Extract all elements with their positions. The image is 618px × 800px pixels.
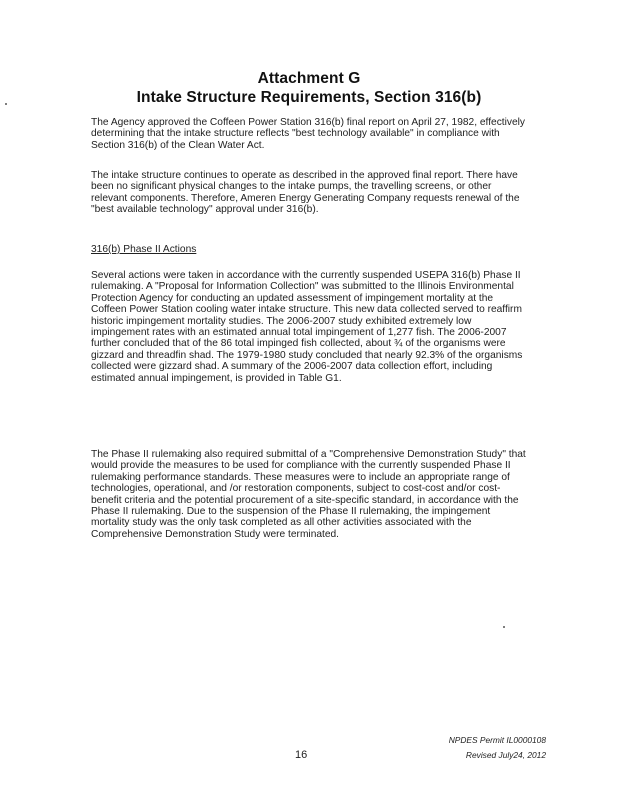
paragraph-approval: The Agency approved the Coffeen Power Station 316(b) final report on April 27, 1982, effectively determining that the intake structure reflects "best technology available" in compliance with Section 316(b) of the Clean Water Act. [91,117,525,151]
paragraph-demonstration-study: The Phase II rulemaking also required submittal of a "Comprehensive Demonstration Study" that would provide the measures to be used for compliance with the currently suspended Phase II rulemaking performance standards. These measures were to include an appropriate range of technologies, operational, and /or restoration components, subject to cost-cost and/or cost-benefit criteria and the potential procurement of a site-specific standard, in accordance with the Phase II rulemaking. Due to the suspension of the Phase II rulemaking, the impingement mortality study was the only task completed as all other activities associated with the Comprehensive Demonstration Study were terminated. [91,449,526,540]
section-title: Intake Structure Requirements, Section 316(b) [136,89,482,106]
permit-label: NPDES Permit IL0000108 [448,735,546,745]
scan-speck [503,626,505,628]
revised-label: Revised July24, 2012 [465,750,546,760]
paragraph-phase-ii-actions: Several actions were taken in accordance with the currently suspended USEPA 316(b) Phase II rulemaking. A "Proposal for Information Collection" was submitted to the Illinois Environmental Protection Agency for conducting an updated assessment of impingement mortality at the Coffeen Power Station cooling water intake structure. This new data collected served to reaffirm historic impingement mortality studies. The 2006-2007 study exhibited extremely low impingement rates with an estimated annual total impingement of 1,277 fish. The 2006-2007 further concluded that of the 86 total impinged fish collected, about ¾ of the organisms were gizzard and threadfin shad. The 1979-1980 study concluded that nearly 92.3% of the organisms collected were gizzard shad. A summary of the 2006-2007 data collection effort, including estimated annual impingement, is provided in Table G1. [91,270,523,384]
section-heading: 316(b) Phase II Actions [91,244,197,255]
page-number: 16 [295,749,308,761]
paragraph-intake-structure: The intake structure continues to operate as described in the approved final report. There have been no significant physical changes to the intake pumps, the travelling screens, or other relevant components. Therefore, Ameren Energy Generating Company requests renewal of the "best available technology" approval under 316(b). [91,170,520,216]
attachment-title: Attachment G [257,70,361,87]
scan-speck [5,103,7,105]
